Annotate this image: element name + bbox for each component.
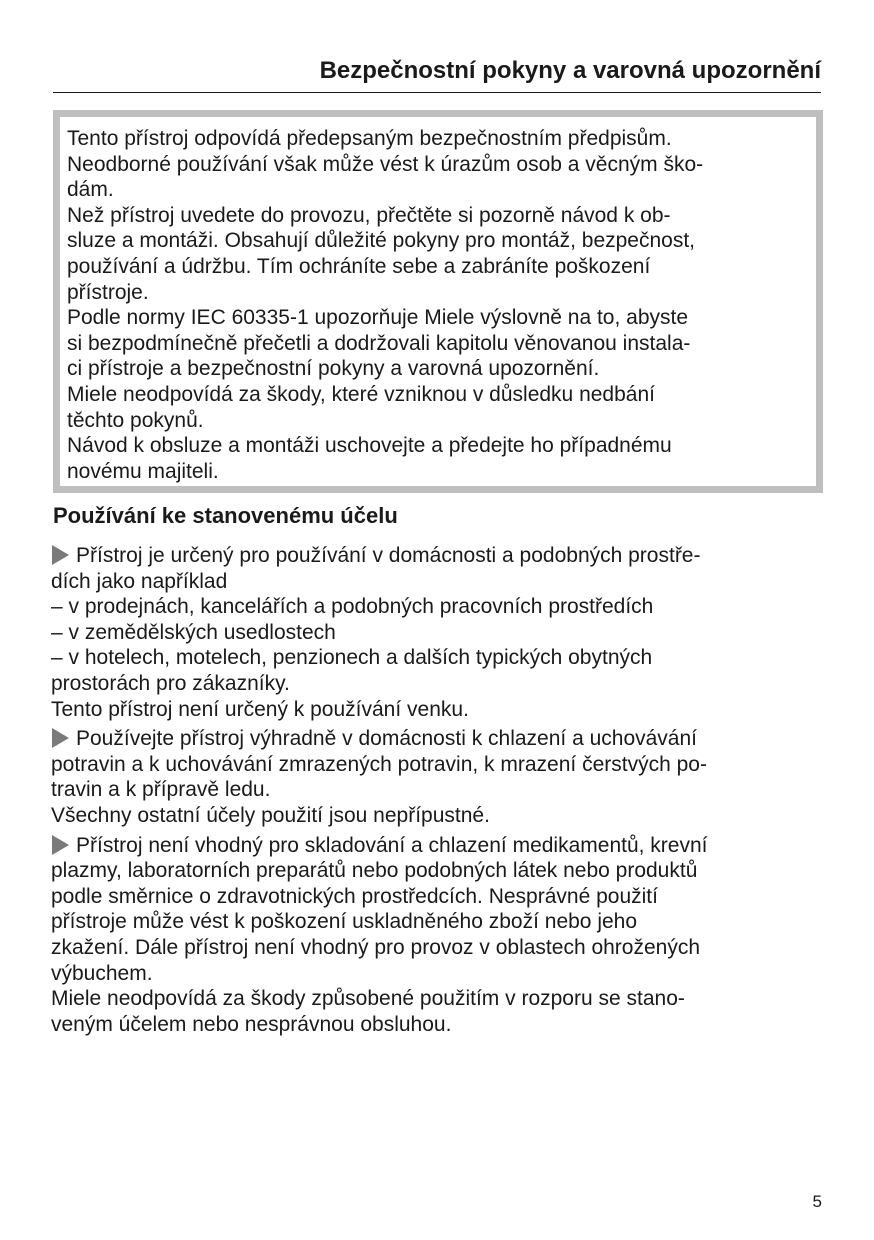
notice-line: přístroje.: [67, 280, 149, 304]
page-header: [53, 52, 821, 93]
bullet-paragraph: [51, 833, 826, 1038]
notice-line: Návod k obsluze a montáži uschovejte a předejte ho případnému: [67, 434, 672, 458]
notice-line: Tento přístroj odpovídá předepsaným bezpečnostním předpisům.: [67, 127, 672, 150]
notice-line: novému majiteli.: [67, 459, 219, 483]
notice-line: používání a údržbu. Tím ochráníte sebe a zabráníte poškození: [67, 254, 651, 278]
paragraph-line: výbuchem.: [51, 961, 153, 985]
paragraph-text: Přístroj není vhodný pro skladování a chlazení medikamentů, krevní: [76, 833, 708, 857]
safety-notice-box: [53, 110, 823, 493]
page-number: 5: [812, 1192, 822, 1211]
paragraph-line: Všechny ostatní účely použití jsou nepřípustné.: [51, 803, 490, 827]
page-title: Bezpečnostní pokyny a varovná upozornění: [319, 57, 821, 84]
paragraph-line: dích jako například: [51, 569, 228, 593]
paragraph-line: plazmy, laboratorních preparátů nebo podobných látek nebo produktů: [51, 859, 698, 883]
triangle-bullet-icon: [52, 728, 69, 748]
bullet-paragraph: [51, 543, 826, 722]
paragraph-text: Používejte přístroj výhradně v domácnosti k chlazení a uchovávání: [76, 727, 697, 751]
paragraph-line: zkažení. Dále přístroj není vhodný pro provoz v oblastech ohrožených: [51, 935, 701, 959]
notice-line: Neodborné používání však může vést k úrazům osob a věcným ško-: [67, 152, 704, 176]
bullet-paragraph: [51, 726, 826, 828]
notice-line: si bezpodmínečně přečetli a dodržovali kapitolu věnovanou instala-: [67, 331, 691, 355]
triangle-bullet-icon: [52, 545, 69, 565]
bullet-line: [51, 726, 826, 752]
paragraph-line: přístroje může vést k poškození uskladněného zboží nebo jeho: [51, 910, 638, 934]
notice-line: dám.: [67, 178, 114, 202]
notice-line: Miele neodpovídá za škody, které vzniknou v důsledku nedbání: [67, 382, 655, 406]
paragraph-line: travin a k přípravě ledu.: [51, 778, 271, 802]
section-body: [51, 543, 826, 1041]
bullet-line: [51, 543, 826, 569]
paragraph-line: prostorách pro zákazníky.: [51, 671, 290, 695]
bullet-line: [51, 833, 826, 859]
list-item: – v prodejnách, kancelářích a podobných pracovních prostředích: [51, 595, 654, 619]
paragraph-line: potravin a k uchovávání zmrazených potravin, k mrazení čerstvých po-: [51, 752, 707, 776]
paragraph-line: Tento přístroj není určený k používání venku.: [51, 697, 469, 721]
paragraph-line: veným účelem nebo nesprávnou obsluhou.: [51, 1012, 452, 1036]
paragraph-line: podle směrnice o zdravotnických prostředcích. Nesprávné použití: [51, 884, 658, 908]
section-heading: Používání ke stanovenému účelu: [53, 503, 398, 528]
paragraph-text: Přístroj je určený pro používání v domácnosti a podobných prostře-: [76, 544, 701, 567]
notice-line: ci přístroje a bezpečnostní pokyny a varovná upozornění.: [67, 357, 600, 381]
notice-line: těchto pokynů.: [67, 408, 204, 432]
notice-line: sluze a montáži. Obsahují důležité pokyny pro montáž, bezpečnost,: [67, 229, 696, 253]
list-item: – v zemědělských usedlostech: [51, 620, 336, 644]
notice-line: Podle normy IEC 60335-1 upozorňuje Miele výslovně na to, abyste: [67, 306, 689, 330]
paragraph-line: Miele neodpovídá za škody způsobené použitím v rozporu se stano-: [51, 987, 685, 1011]
list-item: – v hotelech, motelech, penzionech a dalších typických obytných: [51, 646, 653, 670]
triangle-bullet-icon: [52, 835, 69, 855]
notice-line: Než přístroj uvedete do provozu, přečtěte si pozorně návod k ob-: [67, 203, 671, 227]
